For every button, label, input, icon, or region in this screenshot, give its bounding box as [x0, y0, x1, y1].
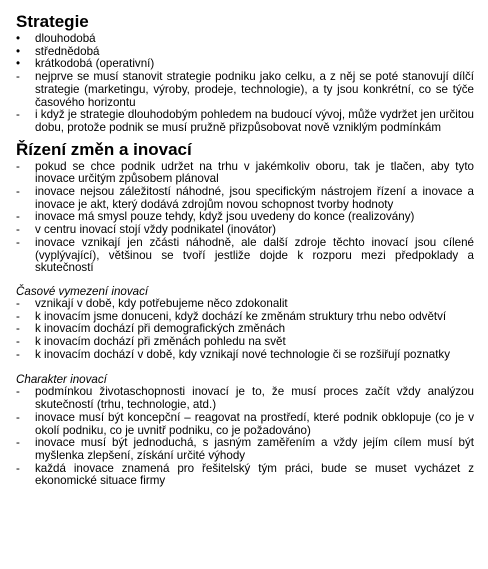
dash-icon: [16, 237, 28, 250]
dash-icon: [16, 412, 28, 425]
dash-icon: [16, 386, 28, 399]
list-item: - vznikají v době, kdy potřebujeme něco zdokonalit: [16, 298, 474, 311]
list-item: - inovace má smysl pouze tehdy, když jsou uvedeny do konce (realizovány): [16, 211, 474, 224]
subheading-casove-vymezeni: Časové vymezení inovací: [16, 284, 149, 298]
list-item: - inovace musí být koncepční – reagovat na prostředí, které podnik obklopuje (co je v okolí podniku, co je uvnitř podniku, co je požadováno): [16, 412, 474, 437]
subheading-charakter-inovaci: Charakter inovací: [16, 373, 107, 387]
list-item: - v centru inovací stojí vždy podnikatel (inovátor): [16, 224, 474, 237]
list-item: - k inovacím dochází při demografických změnách: [16, 323, 474, 336]
list-item: - nejprve se musí stanovit strategie podniku jako celku, a z něj se poté stanovují dílčí strategie (marketingu, výroby, prodeje, technologie), a ty jsou konkrétní, co se týče časového horizontu: [16, 71, 474, 109]
dash-icon: [16, 463, 28, 476]
list-item: - inovace musí být jednoduchá, s jasným zaměřením a vždy jejím cílem musí být myšlenka zlepšení, získání určité výhody: [16, 437, 474, 462]
innovation-management-list: [16, 161, 474, 275]
heading-rizeni-zmen: Řízení změn a inovací: [16, 139, 192, 159]
bullet-icon: [16, 33, 28, 46]
heading-strategie: Strategie: [16, 12, 89, 31]
list-item: • krátkodobá (operativní): [16, 58, 474, 71]
strategy-notes-list: [16, 71, 474, 135]
list-item: - k inovacím dochází v době, kdy vznikají nové technologie či se rozšiřují poznatky: [16, 349, 474, 362]
list-item: • dlouhodobá: [16, 33, 474, 46]
dash-icon: [16, 109, 28, 122]
dash-icon: [16, 437, 28, 450]
list-item: - každá inovace znamená pro řešitelský tým práci, bude se muset vycházet z ekonomické situace firmy: [16, 463, 474, 488]
dash-icon: [16, 161, 28, 174]
dash-icon: [16, 349, 28, 362]
dash-icon: [16, 298, 28, 311]
timing-list: [16, 298, 474, 362]
dash-icon: [16, 186, 28, 199]
strategy-horizon-list: [16, 33, 474, 71]
list-item: - podmínkou životaschopnosti inovací je to, že musí proces začít vždy analýzou skutečností (trhu, technologie, atd.): [16, 386, 474, 411]
character-list: [16, 386, 474, 488]
list-item: • střednědobá: [16, 46, 474, 59]
list-item: - inovace vznikají jen zčásti náhodně, ale další zdroje těchto inovací jsou cílené (vyplývající), většinou se tvoří jestliže dojde k rozporu mezi předpoklady a skutečností: [16, 237, 474, 275]
list-item: - i když je strategie dlouhodobým pohledem na budoucí vývoj, může vydržet jen určitou dobu, protože podnik se musí pružně přizpůsobovat nově vzniklým podmínkám: [16, 109, 474, 134]
dash-icon: [16, 336, 28, 349]
dash-icon: [16, 224, 28, 237]
dash-icon: [16, 71, 28, 84]
list-item: - inovace nejsou záležitostí náhodné, jsou specifickým nástrojem řízení a inovace a inovace je akt, který dodává zdrojům novou schopnost tvorby hodnoty: [16, 186, 474, 211]
list-item: - k inovacím dochází při změnách pohledu na svět: [16, 336, 474, 349]
list-item: - pokud se chce podnik udržet na trhu v jakémkoliv oboru, tak je tlačen, aby tyto inovace určitým způsobem plánoval: [16, 161, 474, 186]
list-item: - k inovacím jsme donuceni, když dochází ke změnám struktury trhu nebo odvětví: [16, 311, 474, 324]
